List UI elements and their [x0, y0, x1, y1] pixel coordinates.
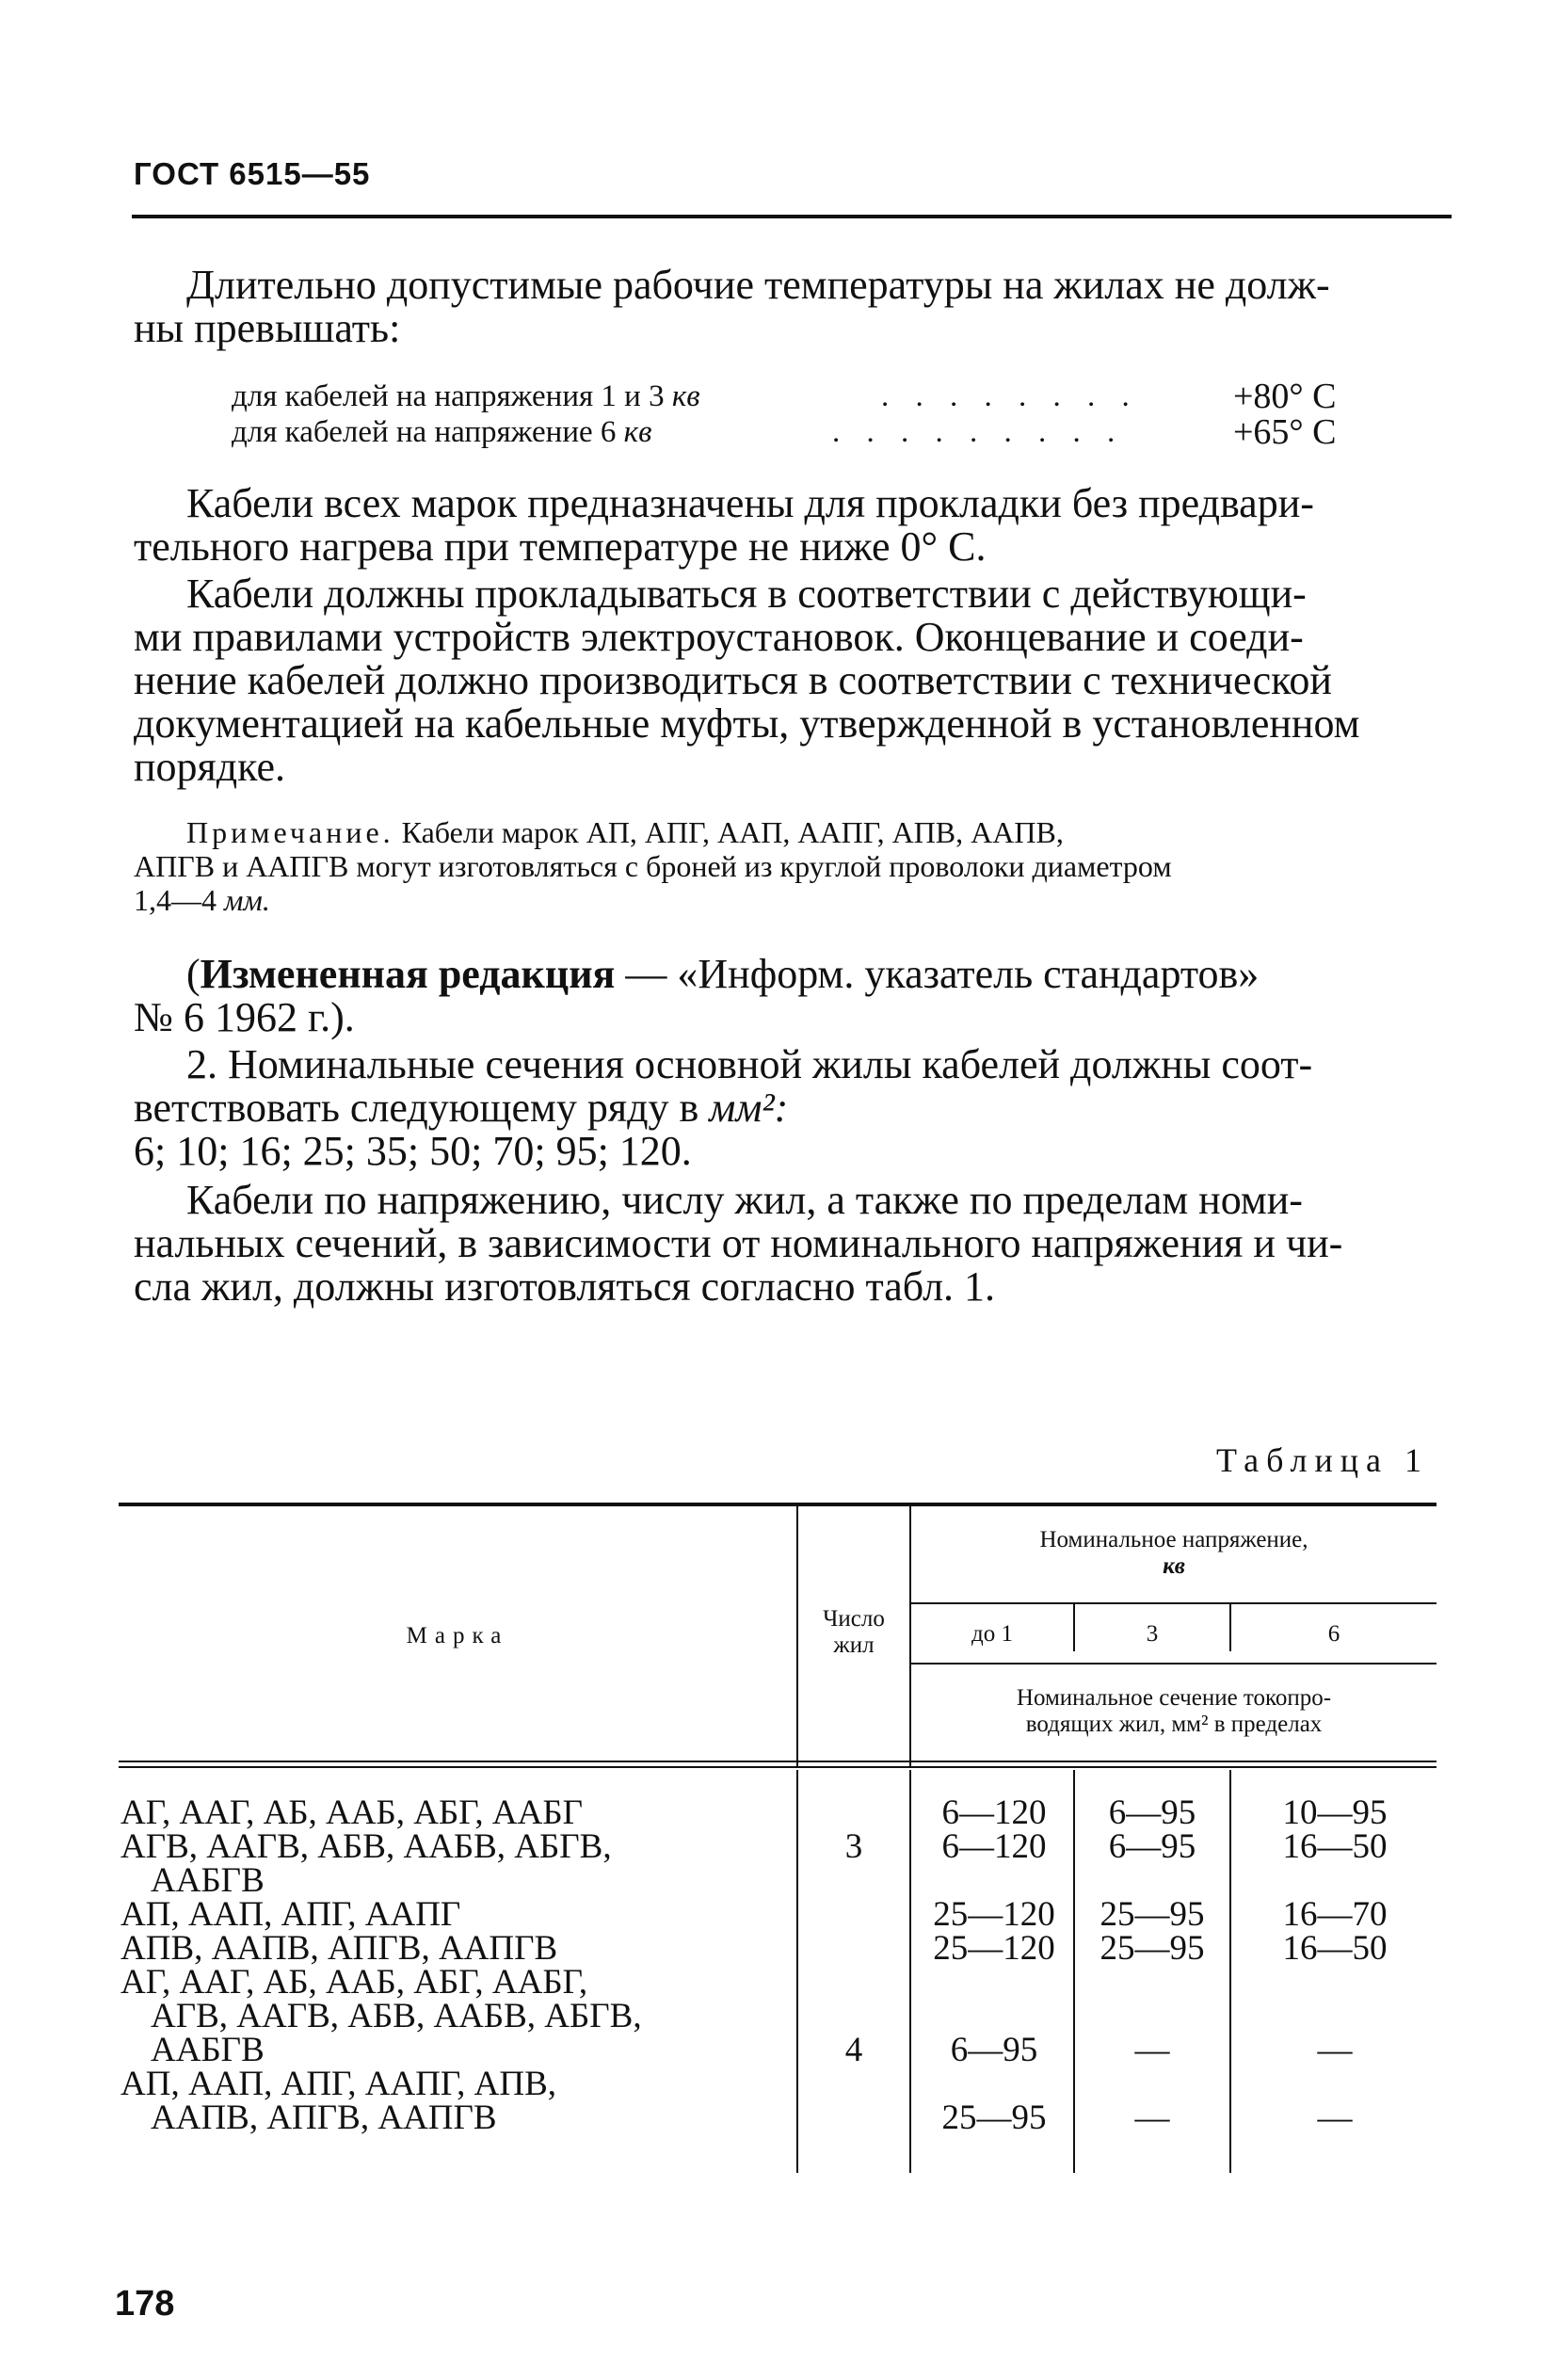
edition-bold: Измененная редакция [200, 951, 616, 997]
mark-line: АГ, ААГ, АБ, ААБ, АБГ, ААБГ [120, 1793, 584, 1832]
paragraph-line: ми правилами устройств электроустановок. Оконцевание и соеди- [134, 614, 1304, 660]
note-text: Кабели марок АП, АПГ, ААП, ААПГ, АПВ, ААПВ, [401, 815, 1064, 849]
note [134, 815, 1452, 917]
temperature-label: для кабелей на напряжение 6 [232, 415, 624, 449]
paragraph-temperatures [134, 264, 1452, 350]
header-line: водящих жил, мм² в пределах [1025, 1712, 1323, 1737]
note-line: АПГВ и ААПГВ могут изготовляться с броней из круглой проволоки диаметром [134, 849, 1172, 883]
note-text: 1,4—4 [134, 883, 224, 917]
paragraph-laying [134, 482, 1452, 569]
temperature-value: +80° С [1233, 377, 1337, 416]
temperature-unit: кв [623, 415, 652, 449]
table-row-mark [120, 2067, 794, 2135]
cell-cores: 3 [844, 1827, 863, 1866]
column-header-mark: Марка [406, 1623, 509, 1648]
column-header-cores [798, 1606, 909, 1659]
temperature-list [232, 378, 1455, 450]
mark-line: АП, ААП, АПГ, ААПГ, АПВ, [120, 2065, 557, 2103]
paragraph-line: нальных сечений, в зависимости от номинального напряжения и чи- [134, 1220, 1343, 1266]
leader-dots: . . . . . . . . [881, 379, 1139, 413]
table-header-rule [119, 1761, 1437, 1762]
cell-voltage-3: 25—95 [1100, 1895, 1205, 1934]
cell-voltage-1: 6—120 [941, 1827, 1047, 1866]
temperature-label: для кабелей на напряжения 1 и 3 [232, 379, 672, 413]
cell-voltage-1: 25—95 [941, 2099, 1047, 2137]
column-header-voltage-1: до 1 [971, 1621, 1013, 1647]
paragraph-line: № 6 1962 г.). [134, 994, 355, 1040]
temperature-row [232, 414, 1455, 450]
temperature-value: +65° С [1233, 412, 1337, 452]
table-divider [911, 1663, 1437, 1664]
paragraph-line: ны превышать: [134, 305, 401, 351]
edition-open: ( [186, 951, 201, 997]
cell-voltage-1: 6—95 [950, 2031, 1038, 2069]
cell-cores: 4 [844, 2031, 863, 2069]
paragraph-line: Длительно допустимые рабочие температуры на жилах не долж- [186, 262, 1330, 308]
paragraph-text: ветствовать следующему ряду в [134, 1085, 710, 1131]
cell-voltage-6: 16—50 [1282, 1827, 1388, 1866]
paragraph-line: Кабели должны прокладываться в соответствии с действующи- [186, 571, 1307, 617]
edition-text: — «Информ. указатель стандартов» [615, 951, 1260, 997]
paragraph-line: Кабели по напряжению, числу жил, а также по пределам номи- [186, 1177, 1303, 1223]
document-header: ГОСТ 6515—55 [134, 156, 371, 191]
mark-line: ААБГВ [151, 2031, 265, 2069]
header-rule [132, 215, 1452, 218]
header-line: Число [823, 1606, 885, 1632]
table-divider [911, 1602, 1437, 1604]
cell-voltage-3: 6—95 [1108, 1827, 1196, 1866]
column-header-section [911, 1685, 1437, 1738]
page-number: 178 [115, 2284, 175, 2324]
table-divider [1073, 1770, 1075, 2173]
table-divider [909, 1770, 911, 2173]
cell-voltage-3: 6—95 [1108, 1793, 1196, 1832]
table-row-mark [120, 1827, 794, 1900]
paragraph-line: 2. Номинальные сечения основной жилы кабелей должны соот- [186, 1041, 1313, 1087]
paragraph-line: документацией на кабельные муфты, утвержденной в установленном [134, 700, 1360, 747]
mark-line: АГВ, ААГВ, АБВ, ААБВ, АБГВ, [151, 1997, 642, 2035]
mark-line: ААБГВ [151, 1861, 265, 1900]
paragraph-line: Кабели всех марок предназначены для прокладки без предвари- [186, 480, 1314, 526]
cell-voltage-1: 25—120 [933, 1929, 1055, 1968]
paragraph-edition [134, 953, 1452, 1039]
mark-line: АП, ААП, АПГ, ААПГ [120, 1895, 461, 1934]
table-row-mark [120, 1793, 794, 1832]
leader-dots: . . . . . . . . . [832, 415, 1125, 449]
note-label: Примечание. [186, 815, 394, 849]
column-header-voltage-6: 6 [1327, 1621, 1340, 1647]
paragraph-line: тельного нагрева при температуре не ниже 0° С. [134, 523, 987, 570]
paragraph-unit: мм²: [709, 1085, 789, 1131]
mark-line: ААПВ, АПГВ, ААПГВ [151, 2099, 497, 2137]
temperature-row [232, 378, 1455, 414]
paragraph-installation [134, 572, 1452, 789]
note-unit: мм. [224, 883, 270, 917]
note-line [134, 883, 1452, 917]
header-line: Номинальное напряжение, [1039, 1527, 1308, 1552]
header-line: жил [833, 1632, 875, 1658]
cell-voltage-1: 25—120 [933, 1895, 1055, 1934]
cell-voltage-6: — [1317, 2099, 1353, 2137]
cell-voltage-6: — [1317, 2031, 1353, 2069]
column-header-voltage [911, 1527, 1437, 1580]
paragraph-line: нение кабелей должно производиться в соответствии с технической [134, 657, 1332, 703]
paragraph-line: сла жил, должны изготовляться согласно табл. 1. [134, 1263, 996, 1310]
temperature-unit: кв [671, 379, 700, 413]
table-row-mark [120, 1963, 794, 2069]
table-top-rule [119, 1503, 1437, 1506]
header-line: Номинальное сечение токопро- [1016, 1685, 1332, 1711]
cell-voltage-1: 6—120 [941, 1793, 1047, 1832]
cell-voltage-3: — [1134, 2099, 1170, 2137]
cell-voltage-6: 16—70 [1282, 1895, 1388, 1934]
mark-line: АПВ, ААПВ, АПГВ, ААПГВ [120, 1929, 558, 1968]
table-divider [1229, 1770, 1231, 2173]
note-line [134, 815, 1452, 849]
paragraph-sections [134, 1043, 1452, 1173]
paragraph-table-ref [134, 1179, 1452, 1309]
table-row-mark [120, 1895, 794, 1934]
paragraph-line [134, 1086, 1452, 1130]
cell-voltage-6: 16—50 [1282, 1929, 1388, 1968]
mark-line: АГ, ААГ, АБ, ААБ, АБГ, ААБГ, [120, 1963, 588, 2002]
column-header-voltage-3: 3 [1146, 1621, 1159, 1647]
mark-line: АГВ, ААГВ, АБВ, ААБВ, АБГВ, [120, 1827, 612, 1866]
paragraph-line: порядке. [134, 744, 285, 790]
table-header-rule [119, 1766, 1437, 1768]
cell-voltage-3: 25—95 [1100, 1929, 1205, 1968]
paragraph-line [134, 953, 1452, 996]
cell-voltage-6: 10—95 [1282, 1793, 1388, 1832]
cell-voltage-3: — [1134, 2031, 1170, 2069]
table-caption: Таблица 1 [1216, 1441, 1429, 1479]
table-row-mark [120, 1929, 794, 1968]
header-line: кв [1163, 1553, 1185, 1579]
section-series: 6; 10; 16; 25; 35; 50; 70; 95; 120. [134, 1128, 692, 1174]
